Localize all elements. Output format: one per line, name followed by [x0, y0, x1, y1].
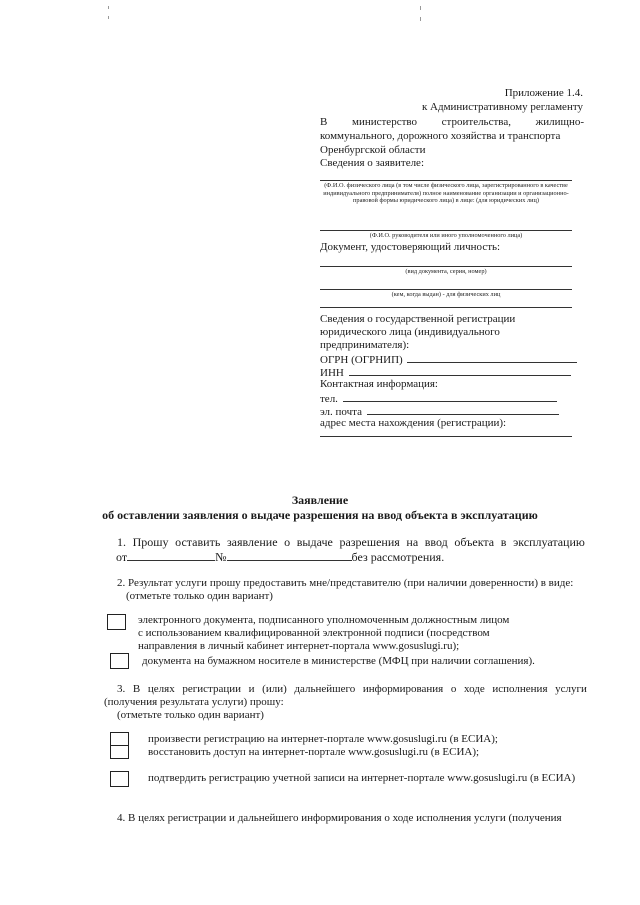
item1-line-1: 1. Прошу оставить заявление о выдаче разрешения на ввод объекта в эксплуатацию [117, 535, 585, 549]
item2-option1-line3: направления в личный кабинет интернет-портала www.gosuslugi.ru); [138, 640, 460, 652]
ogrn-field[interactable] [407, 352, 577, 363]
state-reg-line-2: юридического лица (индивидуального [320, 326, 500, 338]
item3-option3: подтвердить регистрацию учетной записи на интернет-портале www.gosuslugi.ru (в ЕСИА) [148, 772, 576, 784]
inn-label: ИНН [320, 367, 344, 379]
scan-mark [108, 16, 109, 19]
item2-option2-checkbox[interactable] [110, 653, 129, 669]
id-issued-line[interactable] [320, 289, 572, 290]
item3-line-2: (получения результата услуги) прошу: [104, 696, 284, 708]
regulation-label: к Административному регламенту [421, 101, 583, 113]
item2-option1-line2: с использованием квалифицированной электронной подписи (посредством [138, 627, 490, 639]
scan-mark [108, 6, 109, 9]
item2-text: 2. Результат услуги прошу предоставить мне/представителю (при наличии доверенности) в виде: [117, 577, 574, 589]
caption-doc: (вид документа, серия, номер) [405, 268, 487, 275]
inn-row [320, 365, 571, 379]
item2-option1-line1: электронного документа, подписанного уполномоченным должностным лицом [138, 614, 510, 626]
item4-text: 4. В целях регистрации и дальнейшего информирования о ходе исполнения услуги (получения [117, 812, 562, 824]
contact-label: Контактная информация: [320, 378, 438, 390]
addressee-line-1: В министерство строительства, жилищно- [320, 116, 584, 128]
addressee-line-3: Оренбургской области [320, 144, 426, 156]
document-title: Заявление [291, 493, 349, 507]
id-document-line[interactable] [320, 266, 572, 267]
state-reg-line-3: предпринимателя): [320, 339, 410, 351]
caption-head: (Ф.И.О. руководителя или иного уполномоченного лица) [369, 232, 523, 239]
scan-mark [420, 6, 421, 10]
id-document-label: Документ, удостоверяющий личность: [320, 241, 501, 253]
item3-line-1: 3. В целях регистрации и (или) дальнейшего информирования о ходе исполнения услуги [117, 683, 587, 695]
item1-line-2 [116, 550, 444, 565]
addressee-line-2: коммунального, дорожного хозяйства и транспорта [320, 130, 561, 142]
item3-option2: восстановить доступ на интернет-портале www.gosuslugi.ru (в ЕСИА); [148, 746, 480, 758]
number-sign: № [215, 550, 227, 564]
item2-option1-checkbox[interactable] [107, 614, 126, 630]
state-reg-line-1: Сведения о государственной регистрации [320, 313, 516, 325]
appendix-label: Приложение 1.4. [504, 87, 583, 99]
item2-note: (отметьте только один вариант) [126, 590, 273, 602]
phone-row [320, 391, 557, 405]
item3-option1: произвести регистрацию на интернет-портале www.gosuslugi.ru (в ЕСИА); [148, 733, 498, 745]
phone-label: тел. [320, 393, 338, 405]
date-field[interactable] [127, 550, 215, 561]
item2-option2: документа на бумажном носителе в министерстве (МФЦ при наличии соглашения). [142, 655, 535, 667]
phone-field[interactable] [343, 391, 557, 402]
item3-option1-checkbox[interactable] [110, 732, 129, 746]
item3-option2-checkbox[interactable] [110, 745, 129, 759]
inn-field[interactable] [349, 365, 571, 376]
item3-option3-checkbox[interactable] [110, 771, 129, 787]
ogrn-label: ОГРН (ОГРНИП) [320, 354, 403, 366]
caption-fio: (Ф.И.О. физического лица (в том числе физического лица, зарегистрированного в качестве индивидуального предпринимателя) полное наименование организации и организационно-правовой формы юридического лица) в лице: (для юридических лиц) [323, 182, 569, 205]
id-extra-line[interactable] [320, 307, 572, 308]
scan-mark [420, 17, 421, 21]
email-row [320, 404, 559, 418]
item1-tail: без рассмотрения. [351, 550, 445, 564]
caption-issued: (кем, когда выдан) - для физических лиц [391, 291, 501, 298]
number-field[interactable] [227, 550, 352, 561]
document-subtitle: об оставлении заявления о выдаче разрешения на ввод объекта в эксплуатацию [102, 508, 538, 522]
item3-note: (отметьте только один вариант) [117, 709, 264, 721]
head-name-line[interactable] [320, 230, 572, 231]
ogrn-row [320, 352, 577, 366]
email-field[interactable] [367, 404, 559, 415]
email-label: эл. почта [320, 406, 362, 418]
address-line[interactable] [320, 436, 572, 437]
address-label: адрес места нахождения (регистрации): [320, 417, 507, 429]
from-label: от [116, 550, 128, 564]
applicant-info-label: Сведения о заявителе: [320, 157, 425, 169]
applicant-name-line[interactable] [320, 180, 572, 181]
